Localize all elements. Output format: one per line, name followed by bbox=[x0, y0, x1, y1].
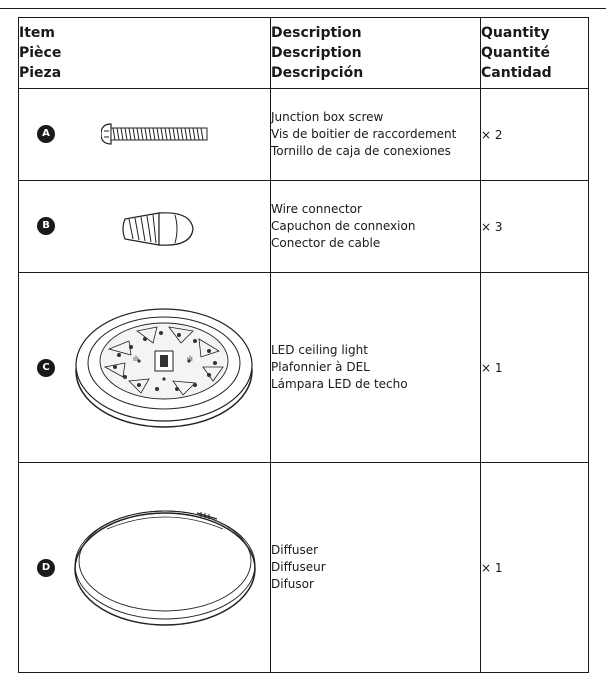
quantity-cell: × 1 bbox=[481, 463, 589, 673]
table-row bbox=[19, 463, 589, 673]
table-row bbox=[19, 89, 589, 181]
description-cell: LED ceiling light Plafonnier à DEL Lámpara LED de techo bbox=[271, 273, 481, 463]
diffuser-icon bbox=[67, 499, 263, 629]
led-ceiling-light-icon bbox=[69, 301, 259, 431]
item-cell bbox=[19, 181, 271, 273]
top-rule bbox=[0, 8, 606, 9]
header-quantity: Quantity Quantité Cantidad bbox=[481, 18, 589, 89]
item-cell bbox=[19, 89, 271, 181]
parts-table bbox=[18, 17, 589, 673]
table-row bbox=[19, 181, 589, 273]
item-letter-badge: A bbox=[37, 125, 55, 143]
item-cell bbox=[19, 273, 271, 463]
svg-text:ılı: ılı bbox=[133, 355, 139, 363]
screw-icon bbox=[101, 119, 211, 149]
quantity-cell: × 2 bbox=[481, 89, 589, 181]
svg-text:ılı: ılı bbox=[187, 355, 193, 363]
description-cell: Wire connector Capuchon de connexion Conector de cable bbox=[271, 181, 481, 273]
item-letter-badge: D bbox=[37, 559, 55, 577]
wire-connector-icon bbox=[119, 209, 199, 249]
item-letter-badge: C bbox=[37, 359, 55, 377]
header-row bbox=[19, 18, 589, 89]
header-description: Description Description Descripción bbox=[271, 18, 481, 89]
quantity-cell: × 3 bbox=[481, 181, 589, 273]
table-row bbox=[19, 273, 589, 463]
description-cell: Junction box screw Vis de boitier de raccordement Tornillo de caja de conexiones bbox=[271, 89, 481, 181]
item-letter-badge: B bbox=[37, 217, 55, 235]
item-cell bbox=[19, 463, 271, 673]
description-cell: Diffuser Diffuseur Difusor bbox=[271, 463, 481, 673]
quantity-cell: × 1 bbox=[481, 273, 589, 463]
header-item: Item Pièce Pieza bbox=[19, 18, 271, 89]
